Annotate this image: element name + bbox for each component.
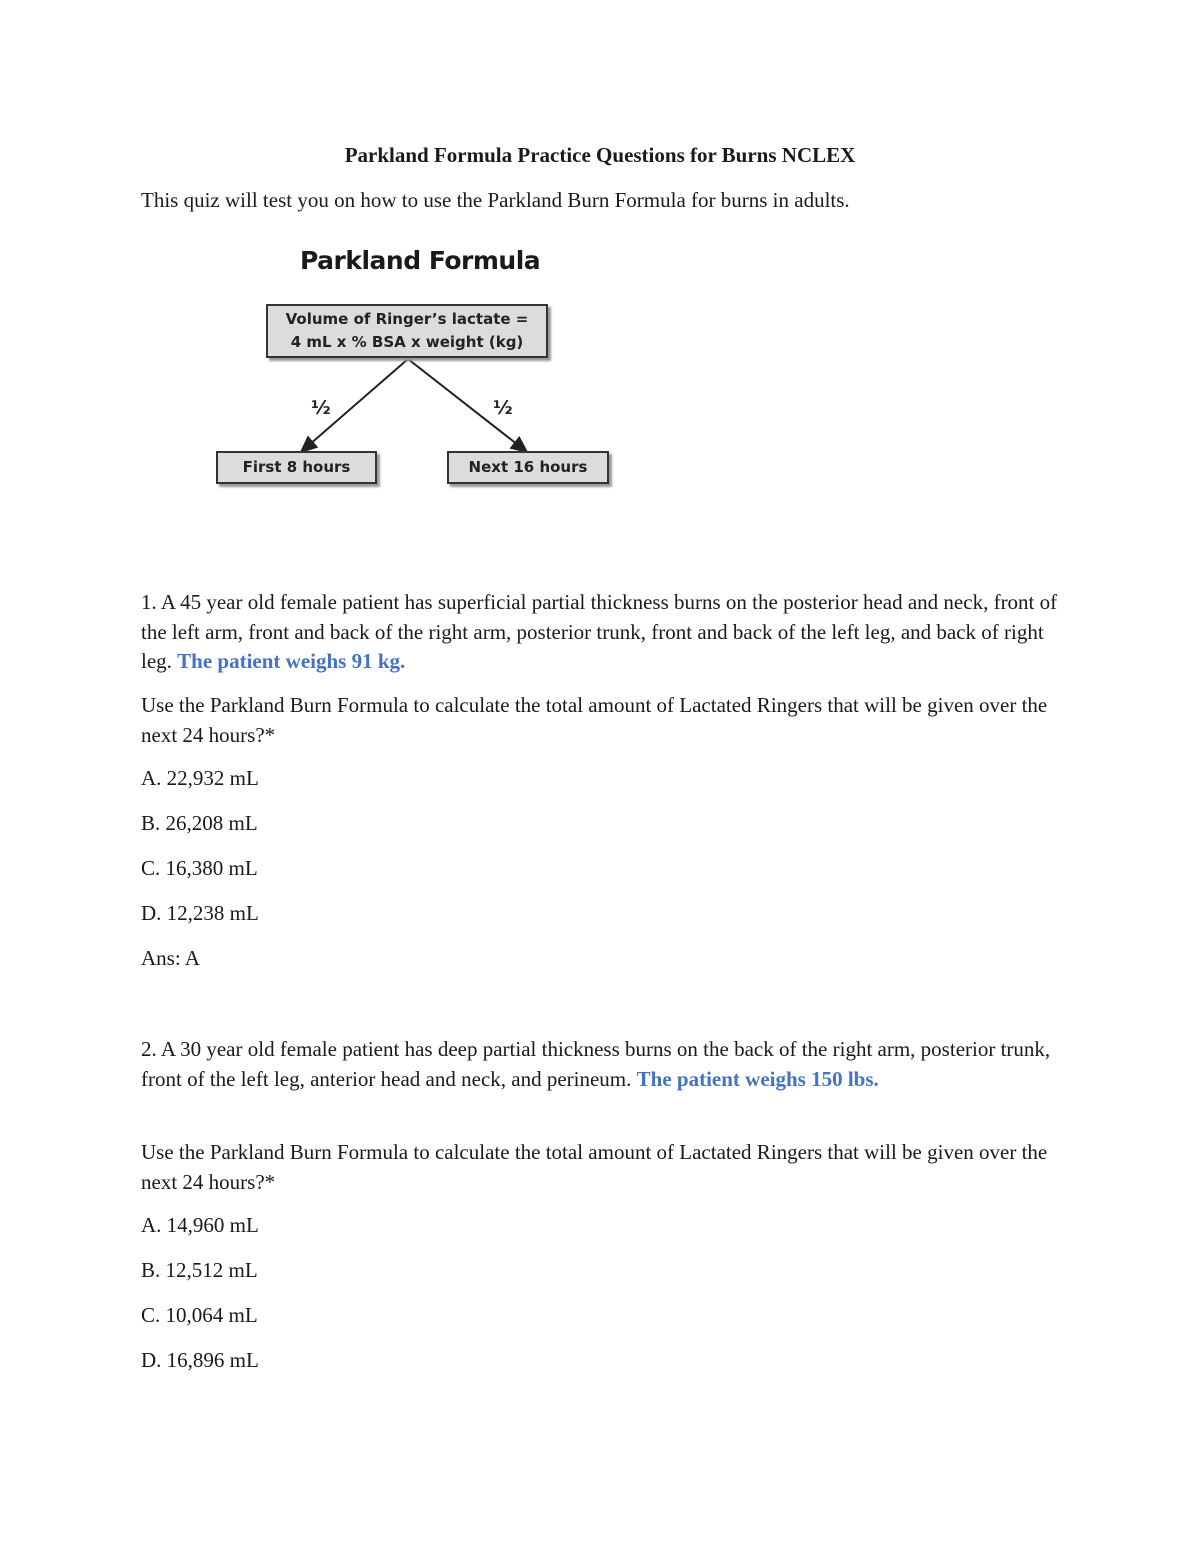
question-2-option-c: C. 10,064 mL [141,1303,258,1327]
question-2-option-d: D. 16,896 mL [141,1348,259,1372]
question-1-text: 1. A 45 year old female patient has superficial partial thickness burns on the posterior head and neck, front of the left arm, front and back of the right arm, posterior trunk, front and back of the left leg, and back of right leg. [141,590,1058,673]
next-16-hours-box: Next 16 hours [447,451,609,484]
question-2-option-a: A. 14,960 mL [141,1213,259,1237]
intro-text: This quiz will test you on how to use the Parkland Burn Formula for burns in adults. [141,188,850,212]
question-2-prompt: Use the Parkland Burn Formula to calculate the total amount of Lactated Ringers that will be given over the next 24 hours?* [141,1140,1048,1194]
question-2-weight: The patient weighs 150 lbs. [636,1066,879,1091]
question-1-option-c: C. 16,380 mL [141,856,258,880]
right-fraction: ½ [493,397,513,419]
question-1-option-a: A. 22,932 mL [141,766,259,790]
question-1-option-d: D. 12,238 mL [141,901,259,925]
question-1-stem [141,588,1061,677]
question-1-prompt: Use the Parkland Burn Formula to calculate the total amount of Lactated Ringers that will be given over the next 24 hours?* [141,693,1048,747]
formula-line-1: Volume of Ringer’s lactate = [285,310,529,328]
question-2-option-b: B. 12,512 mL [141,1258,258,1282]
diagram-arrows [0,0,1200,600]
diagram-title: Parkland Formula [300,246,541,275]
formula-line-2: 4 mL x % BSA x weight (kg) [290,333,524,351]
first-8-hours-box: First 8 hours [216,451,377,484]
formula-box [266,304,548,358]
question-2-stem [141,1035,1061,1094]
question-1-answer: Ans: A [141,946,200,970]
question-1-weight: The patient weighs 91 kg. [177,649,406,673]
left-fraction: ½ [311,397,331,419]
page-title: Parkland Formula Practice Questions for Burns NCLEX [344,143,856,167]
question-2-text: 2. A 30 year old female patient has deep partial thickness burns on the back of the right arm, posterior trunk, front of the left leg, anterior head and neck, and perineum. [141,1037,1051,1091]
question-1-option-b: B. 26,208 mL [141,811,258,835]
